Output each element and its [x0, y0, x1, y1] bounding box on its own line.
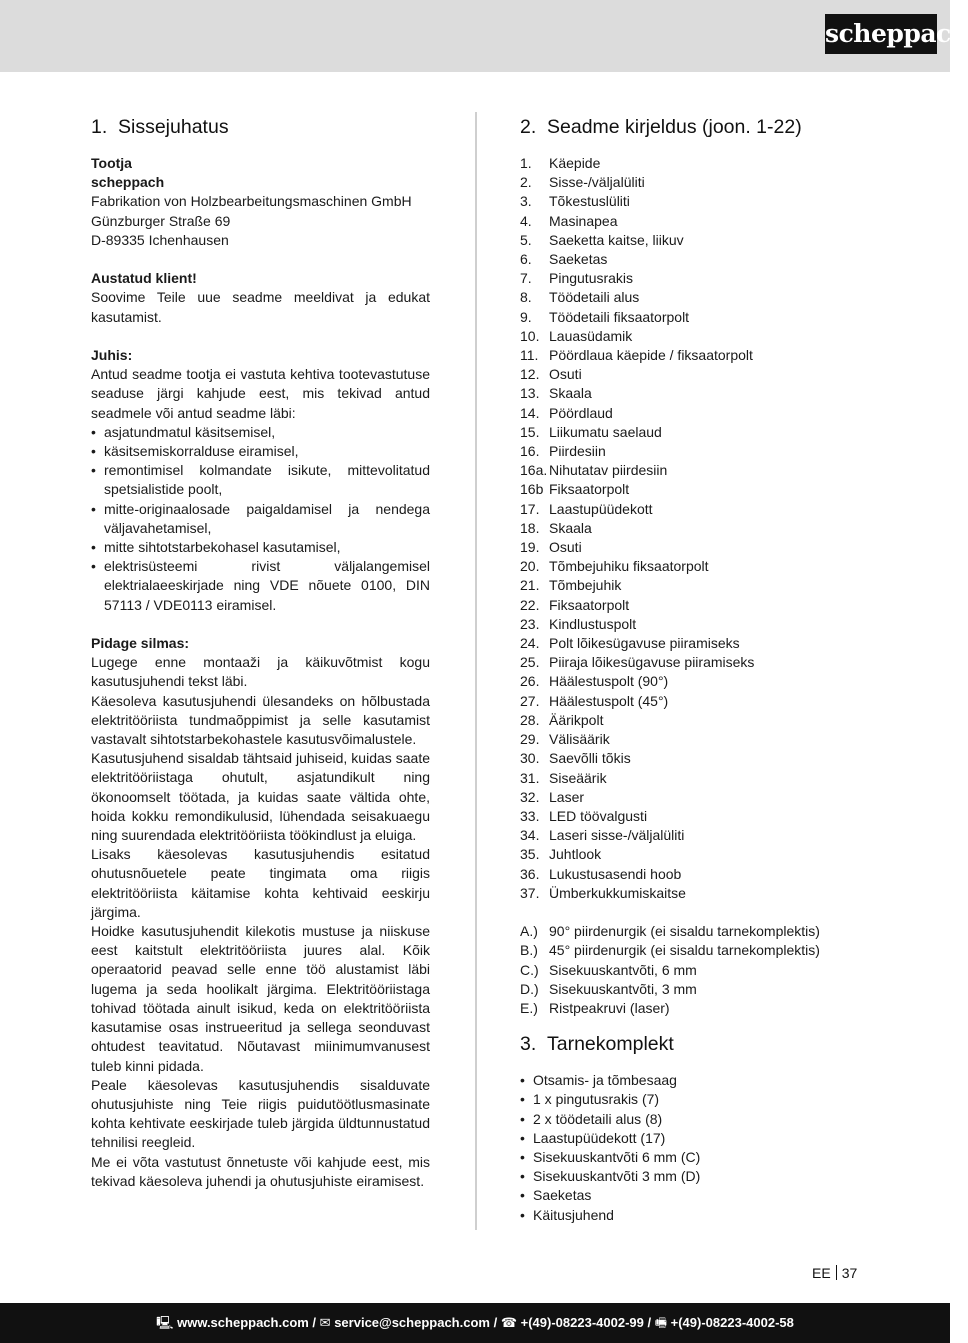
footer-phone: +(49)-08223-4002-99 / [520, 1315, 652, 1330]
manufacturer-name: scheppach [91, 174, 165, 191]
attention-paragraph: Kasutusjuhend sisaldab tähtsaid juhiseid, kuidas saate elektritööriistaga ohutult, asjatundikult ning ökonoomselt töötada, ja kuidas saate vältida ohte, hoida kokku remondikulusid, lühendada seisakuaegu ning suurendada elektritööriista töökindlust ja eluiga. [91, 750, 430, 844]
fax-icon: 🖷︎ [654, 1315, 667, 1330]
note-list-item: • asjatundmatul käsitsemisel, [91, 423, 430, 442]
parts-list-item-text: Lukustusasendi hoob [549, 865, 682, 882]
section-1-number: 1. [91, 116, 108, 138]
attention-paragraph: Käesoleva kasutusjuhendi ülesandeks on hõlbustada elektritööriista tundmaõppimist ja selle kasutamist vastavalt sihtotstarbekohastele kasutusvõimalustele. [91, 692, 430, 748]
footer-web: www.scheppach.com / [177, 1315, 317, 1330]
parts-list-item-number: 16a. [520, 462, 548, 479]
parts-list-item-number: 9. [520, 308, 532, 325]
parts-list-item-number: 32. [520, 788, 540, 805]
parts-list-item [520, 500, 860, 519]
parts-list-item-text: Töödetaili alus [549, 289, 640, 306]
parts-list-item [520, 788, 860, 807]
parts-list-item-number: 17. [520, 500, 540, 517]
parts-list-item [520, 538, 860, 557]
parts-list-item-number: 31. [520, 769, 540, 786]
accessory-item-text: Sisekuuskantvõti, 3 mm [549, 980, 697, 997]
page-lang: EE [812, 1265, 831, 1281]
parts-list-item [520, 884, 860, 903]
delivery-list-item: • Otsamis- ja tõmbesaag [520, 1071, 860, 1090]
parts-list-item [520, 576, 860, 595]
parts-list-item-text: Saeketta kaitse, liikuv [549, 231, 684, 248]
parts-list-item [520, 596, 860, 615]
right-column [520, 114, 860, 1225]
parts-list-item-text: Laseri sisse-/väljalüliti [549, 827, 685, 844]
phone-icon: ☎︎ [500, 1315, 518, 1330]
parts-list-item [520, 807, 860, 826]
parts-list-item-text: Juhtlook [549, 846, 602, 863]
parts-list-item-number: 37. [520, 884, 540, 901]
parts-list-item-number: 12. [520, 366, 540, 383]
attention-paragraph: Lisaks käesolevas kasutusjuhendis esitatud ohutusnõuetele peate tingimata oma riigis elektritööriista käitamise kohta kehtivaid eeskirju järgima. [91, 846, 430, 920]
parts-list-item-number: 15. [520, 423, 540, 440]
parts-list-item [520, 192, 860, 211]
parts-list-item [520, 231, 860, 250]
note-list [91, 423, 430, 615]
parts-list-item [520, 711, 860, 730]
parts-list-item-number: 35. [520, 846, 540, 863]
parts-list-item-number: 5. [520, 231, 532, 248]
parts-list-item-text: Fiksaatorpolt [549, 481, 630, 498]
parts-list-item-number: 34. [520, 827, 540, 844]
parts-list-item [520, 288, 860, 307]
parts-list-item-text: Osuti [549, 366, 582, 383]
parts-list-item-number: 3. [520, 193, 532, 210]
parts-list-item [520, 461, 860, 480]
parts-list-item-text: Käepide [549, 155, 601, 171]
parts-list-item-text: Lauasüdamik [549, 327, 633, 344]
parts-list-item-number: 25. [520, 654, 540, 671]
parts-list-item [520, 557, 860, 576]
parts-list-item-number: 1. [520, 155, 532, 171]
attention-paragraph: Peale käesolevas kasutusjuhendis sisalduvate ohutusjuhiste ning Teie riigis puidutöötlusmasinate kohta kehtivate eeskirjade tuleb järgida üldtunnustatud tehnilisi reegleid. [91, 1076, 430, 1151]
delivery-list-item: • Saeketas [520, 1186, 860, 1205]
email-icon: ✉︎ [319, 1315, 331, 1330]
parts-list-item-text: Laastupüüdekott [549, 500, 653, 517]
parts-list-item [520, 749, 860, 768]
parts-list-item [520, 692, 860, 711]
section-2-heading [520, 114, 860, 154]
delivery-list-item: • Käitusjuhend [520, 1206, 860, 1225]
note-list-item: • käsitsemiskorralduse eiramisel, [91, 442, 430, 461]
parts-list-item-text: Piiraja lõikesügavuse piiramiseks [549, 654, 755, 671]
accessory-item-number: C.) [520, 961, 539, 978]
manufacturer-line: D-89335 Ichenhausen [91, 231, 229, 248]
delivery-list-item: • 1 x pingutusrakis (7) [520, 1090, 860, 1109]
parts-list-item-number: 6. [520, 251, 532, 268]
delivery-list [520, 1071, 860, 1225]
parts-list-item-text: Tõmbejuhiku fiksaatorpolt [549, 558, 709, 575]
accessory-item-number: E.) [520, 999, 538, 1016]
accessory-item-text: 90° piirdenurgik (ei sisaldu tarnekomplektis) [549, 923, 820, 940]
parts-list-item-number: 11. [520, 347, 539, 364]
footer-bar [0, 1303, 950, 1343]
section-1-heading [91, 114, 430, 154]
parts-list-item-number: 13. [520, 385, 540, 402]
parts-list-item [520, 327, 860, 346]
parts-list-item-text: Pingutusrakis [549, 270, 634, 287]
parts-list-item-text: Masinapea [549, 212, 618, 229]
note-list-item: • elektrisüsteemi rivist väljalangemisel elektrialaeeskirjade ning VDE nõuete 0100, DIN 57113 / VDE0113 eiramisel. [91, 557, 430, 615]
header-bar [0, 0, 968, 72]
parts-list-item [520, 845, 860, 864]
manufacturer-line: Fabrikation von Holzbearbeitungsmaschinen GmbH [91, 193, 412, 210]
parts-list-item [520, 212, 860, 231]
accessory-item [520, 961, 860, 980]
parts-list-item-number: 36. [520, 865, 540, 882]
parts-list-item [520, 404, 860, 423]
parts-list-item-text: Saeketas [549, 251, 608, 268]
parts-list-item [520, 769, 860, 788]
parts-list-item [520, 250, 860, 269]
attention-paragraph: Lugege enne montaaži ja käikuvõtmist kogu kasutusjuhendi tekst läbi. [91, 654, 430, 690]
parts-list-item-number: 26. [520, 673, 540, 690]
accessory-item [520, 980, 860, 999]
parts-list-item-number: 27. [520, 692, 540, 709]
accessory-item-number: A.) [520, 923, 538, 940]
parts-list-item-text: Piirdesiin [549, 443, 606, 460]
section-2-title: Seadme kirjeldus (joon. 1-22) [547, 116, 802, 138]
scheppach-logo: scheppach [825, 14, 937, 54]
parts-list-item-text: Häälestuspolt (90°) [549, 673, 669, 690]
parts-list-item-number: 2. [520, 174, 532, 191]
parts-list-item [520, 653, 860, 672]
parts-list-item-number: 21. [520, 577, 540, 594]
parts-list-item-text: Polt lõikesügavuse piiramiseks [549, 635, 740, 652]
parts-list-item-number: 30. [520, 750, 540, 767]
parts-list-item [520, 865, 860, 884]
parts-list-item-number: 7. [520, 270, 532, 287]
computer-icon: 🖳︎ [156, 1315, 174, 1330]
parts-list-item-number: 28. [520, 711, 540, 728]
page-number [812, 1265, 857, 1281]
parts-list [520, 154, 860, 903]
parts-list-item [520, 365, 860, 384]
parts-list-item-text: Kindlustuspolt [549, 615, 637, 632]
parts-list-item-text: Häälestuspolt (45°) [549, 692, 669, 709]
parts-list-item [520, 346, 860, 365]
parts-list-item [520, 442, 860, 461]
section-3-heading [520, 1031, 860, 1071]
note-list-item: • mitte-originaalosade paigaldamisel ja nendega väljavahetamisel, [91, 500, 430, 538]
parts-list-item-text: Skaala [549, 385, 592, 402]
parts-list-item-number: 18. [520, 519, 540, 536]
parts-list-item-number: 23. [520, 615, 540, 632]
note-label: Juhis: [91, 347, 133, 363]
parts-list-item-text: Pöördlaud [549, 404, 613, 421]
accessory-item-text: Sisekuuskantvõti, 6 mm [549, 961, 697, 978]
accessory-list [520, 922, 860, 1018]
parts-list-item [520, 308, 860, 327]
left-column [91, 114, 430, 1191]
parts-list-item-number: 10. [520, 327, 540, 344]
parts-list-item-text: Tõmbejuhik [549, 577, 622, 594]
note-list-item: • mitte sihtotstarbekohasel kasutamisel, [91, 538, 430, 557]
delivery-list-item: • Sisekuuskantvõti 3 mm (D) [520, 1167, 860, 1186]
parts-list-item-text: Liikumatu saelaud [549, 423, 662, 440]
section-1-title: Sissejuhatus [118, 116, 229, 138]
accessory-item [520, 941, 860, 960]
parts-list-item-text: Välisäärik [549, 731, 610, 748]
parts-list-item-text: Siseäärik [549, 769, 607, 786]
parts-list-item-number: 22. [520, 596, 540, 613]
parts-list-item-text: Fiksaatorpolt [549, 596, 630, 613]
parts-list-item [520, 423, 860, 442]
page-number-value: 37 [841, 1265, 858, 1281]
parts-list-item [520, 384, 860, 403]
parts-list-item [520, 672, 860, 691]
attention-paragraph: Hoidke kasutusjuhendit kilekotis mustuse ja niiskuse eest kaitstult elektritööriista juures alal. Kõik operaatorid peavad selle enne töö alustamist läbi lugema ja seda hoolikalt järgima. Elektritööriistaga tohivad töötada ainult isikud, keda on elektritööriista kasutamise osas instrueeritud ja sellega seonduvast ohtudest teavitatud. Nõutavast miinimumvanusest tuleb kinni pidada. [91, 923, 430, 1074]
column-divider [475, 112, 477, 1230]
accessory-item [520, 999, 860, 1018]
parts-list-item-number: 8. [520, 289, 532, 306]
parts-list-item-text: Laser [549, 788, 585, 805]
parts-list-item-text: Töödetaili fiksaatorpolt [549, 308, 690, 325]
parts-list-item-number: 33. [520, 807, 540, 824]
attention-paragraph: Me ei võta vastutust õnnetuste või kahjude eest, mis tekivad käesoleva juhendi ja ohutusjuhiste eiramisest. [91, 1153, 430, 1189]
delivery-list-item: • Sisekuuskantvõti 6 mm (C) [520, 1148, 860, 1167]
parts-list-item [520, 480, 860, 499]
parts-list-item-text: Sisse-/väljalüliti [549, 174, 645, 191]
parts-list-item-number: 29. [520, 731, 540, 748]
parts-list-item-text: Pöördlaua käepide / fiksaatorpolt [549, 347, 753, 364]
page-separator [836, 1265, 837, 1280]
parts-list-item [520, 519, 860, 538]
section-2-number: 2. [520, 116, 537, 138]
parts-list-item-number: 16b [520, 481, 544, 498]
parts-list-item-text: Ümberkukkumiskaitse [549, 884, 686, 901]
note-text: Antud seadme tootja ei vastuta kehtiva tootevastutuse seaduse järgi kahjude eest, mis tekivad antud seadmele või antud seadme läbi: [91, 366, 430, 421]
accessory-item-text: Ristpeakruvi (laser) [549, 999, 670, 1016]
parts-list-item-number: 19. [520, 539, 540, 556]
greeting-text: Soovime Teile uue seadme meeldivat ja edukat kasutamist. [91, 289, 430, 325]
parts-list-item-text: Nihutatav piirdesiin [549, 462, 668, 479]
footer-fax: +(49)-08223-4002-58 [670, 1315, 794, 1330]
parts-list-item [520, 173, 860, 192]
footer-email: service@scheppach.com / [334, 1315, 498, 1330]
attention-label: Pidage silmas: [91, 635, 190, 652]
accessory-item-text: 45° piirdenurgik (ei sisaldu tarnekomplektis) [549, 942, 820, 959]
greeting-label: Austatud klient! [91, 270, 197, 287]
note-list-item: • remontimisel kolmandate isikute, mittevolitatud spetsialistide poolt, [91, 461, 430, 499]
parts-list-item-text: LED töövalgusti [549, 807, 648, 824]
parts-list-item-number: 24. [520, 635, 540, 652]
section-3-title: Tarnekomplekt [547, 1033, 674, 1056]
section-3-number: 3. [520, 1033, 537, 1056]
parts-list-item-text: Tõkestuslüliti [549, 193, 630, 210]
parts-list-item-text: Saevõlli tõkis [549, 750, 631, 767]
accessory-item-number: B.) [520, 942, 538, 959]
accessory-item [520, 922, 860, 941]
parts-list-item-number: 20. [520, 558, 540, 575]
parts-list-item-number: 14. [520, 404, 540, 421]
delivery-list-item: • Laastupüüdekott (17) [520, 1129, 860, 1148]
parts-list-item-text: Osuti [549, 539, 582, 556]
manufacturer-label: Tootja [91, 155, 132, 171]
parts-list-item [520, 634, 860, 653]
parts-list-item-text: Skaala [549, 519, 592, 536]
parts-list-item-number: 4. [520, 212, 532, 229]
parts-list-item-number: 16. [520, 443, 540, 460]
manufacturer-line: Günzburger Straße 69 [91, 212, 231, 229]
parts-list-item [520, 615, 860, 634]
accessory-item-number: D.) [520, 980, 539, 997]
parts-list-item [520, 269, 860, 288]
delivery-list-item: • 2 x töödetaili alus (8) [520, 1110, 860, 1129]
parts-list-item [520, 826, 860, 845]
parts-list-item [520, 730, 860, 749]
parts-list-item [520, 154, 860, 173]
parts-list-item-text: Äärikpolt [549, 711, 604, 728]
